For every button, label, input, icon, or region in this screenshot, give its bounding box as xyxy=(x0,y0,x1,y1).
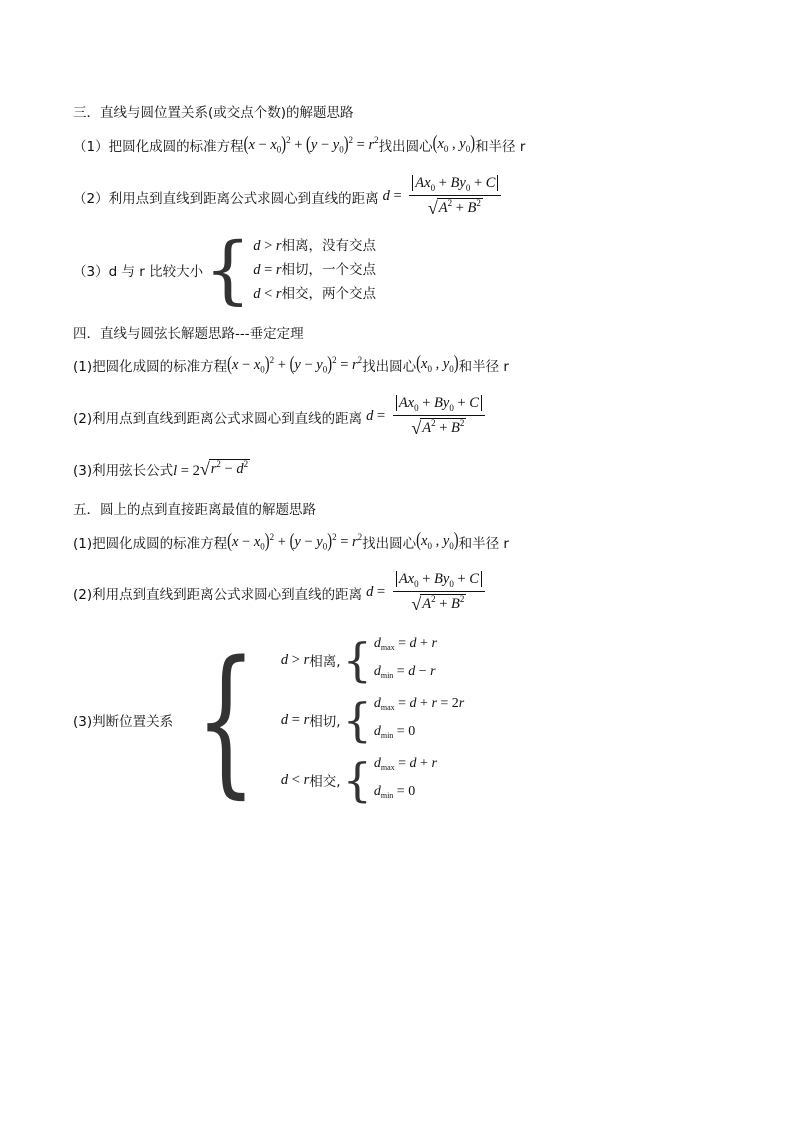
s5-step2 xyxy=(73,571,485,615)
s3-step2-label: （2）利用点到直线到距离公式求圆心到直线的距离 xyxy=(73,190,379,207)
left-brace: { xyxy=(342,633,372,687)
section-5-title: 五．圆上的点到直接距离最值的解题思路 xyxy=(73,502,316,518)
s4-step2-label: (2)利用点到直线到距离公式求圆心到直线的距离 xyxy=(73,410,363,427)
left-brace: { xyxy=(204,227,252,313)
s3-case3: 相交，两个交点 xyxy=(281,286,377,302)
s4-step1 xyxy=(73,355,509,375)
s4-step3-label: (3)利用弦长公式 xyxy=(73,463,174,480)
s5-case-intersect: d < r 相交, { $d_{max} = d + r$ $d_{min} = 0$ xyxy=(280,753,437,807)
s5-case2: 相切, xyxy=(309,714,341,730)
s3-step2 xyxy=(73,175,501,219)
chord-length-formula: l = 2 √ $r^2 - d^2$ xyxy=(173,458,249,479)
left-brace: { xyxy=(195,626,257,813)
s5-step2-label: (2)利用点到直线到距离公式求圆心到直线的距离 xyxy=(73,586,363,603)
s4-step1-tail: 和半径 r xyxy=(458,359,509,375)
s3-step1-find: 找出圆心 xyxy=(378,139,433,155)
s5-step1-find: 找出圆心 xyxy=(362,536,417,552)
s4-step1-label: (1)把圆化成圆的标准方程 xyxy=(73,359,228,375)
s4-step1-find: 找出圆心 xyxy=(362,359,417,375)
standard-circle-equation: $(x - x_0)^2 + (y - y_0)^2 = r^2$ xyxy=(227,353,363,376)
s4-step2 xyxy=(73,395,485,439)
s3-step1-tail: 和半径 r xyxy=(475,139,526,155)
s3-step1-label: （1）把圆化成圆的标准方程 xyxy=(73,139,244,155)
s3-step3 xyxy=(73,227,377,313)
section-4-title: 四．直线与圆弦长解题思路---垂定定理 xyxy=(73,326,304,342)
s3-case2: 相切，一个交点 xyxy=(281,262,377,278)
left-brace: { xyxy=(342,753,372,807)
standard-circle-equation: $(x - x_0)^2 + (y - y_0)^2 = r^2$ xyxy=(243,133,379,156)
s5-case-tangent: d = r 相切, { $d_{max} = d + r = 2r$ $d_{min} = 0$ xyxy=(280,693,465,747)
s5-step1 xyxy=(73,532,509,552)
distance-formula: d = $Ax_0 + By_0 + C$ √ $A^2 + B^2$ xyxy=(383,175,502,219)
s5-step1-tail: 和半径 r xyxy=(458,536,509,552)
s3-step3-label: （3）d 与 r 比较大小 xyxy=(73,264,204,280)
s5-case-separate: d > r 相离, { $d_{max} = d + r$ $d_{min} = d - r$ xyxy=(280,633,437,687)
s4-step3 xyxy=(73,459,250,480)
s3-cases: d > r相离，没有交点 d = r相切，一个交点 d < r相交，两个交点 xyxy=(253,238,377,302)
s5-step1-label: (1)把圆化成圆的标准方程 xyxy=(73,536,228,552)
s5-cases xyxy=(281,632,464,808)
s3-step1 xyxy=(73,135,525,155)
s5-step3 xyxy=(73,626,465,813)
left-brace: { xyxy=(342,693,372,747)
standard-circle-equation: $(x - x_0)^2 + (y - y_0)^2 = r^2$ xyxy=(227,530,363,553)
s3-case1: 相离，没有交点 xyxy=(281,238,377,254)
distance-formula: d = $Ax_0 + By_0 + C$ √ $A^2 + B^2$ xyxy=(366,395,485,439)
s5-case3: 相交, xyxy=(309,774,341,790)
section-3-title: 三．直线与圆位置关系(或交点个数)的解题思路 xyxy=(73,105,354,121)
circle-center: ($x_0$ , $y_0$) xyxy=(432,133,476,155)
distance-formula: d = $Ax_0 + By_0 + C$ √ $A^2 + B^2$ xyxy=(366,571,485,615)
s5-case1: 相离, xyxy=(309,654,341,670)
circle-center: ($x_0$ , $y_0$) xyxy=(416,353,459,375)
circle-center: ($x_0$ , $y_0$) xyxy=(416,530,459,552)
s5-step3-label: (3)判断位置关系 xyxy=(73,714,174,730)
